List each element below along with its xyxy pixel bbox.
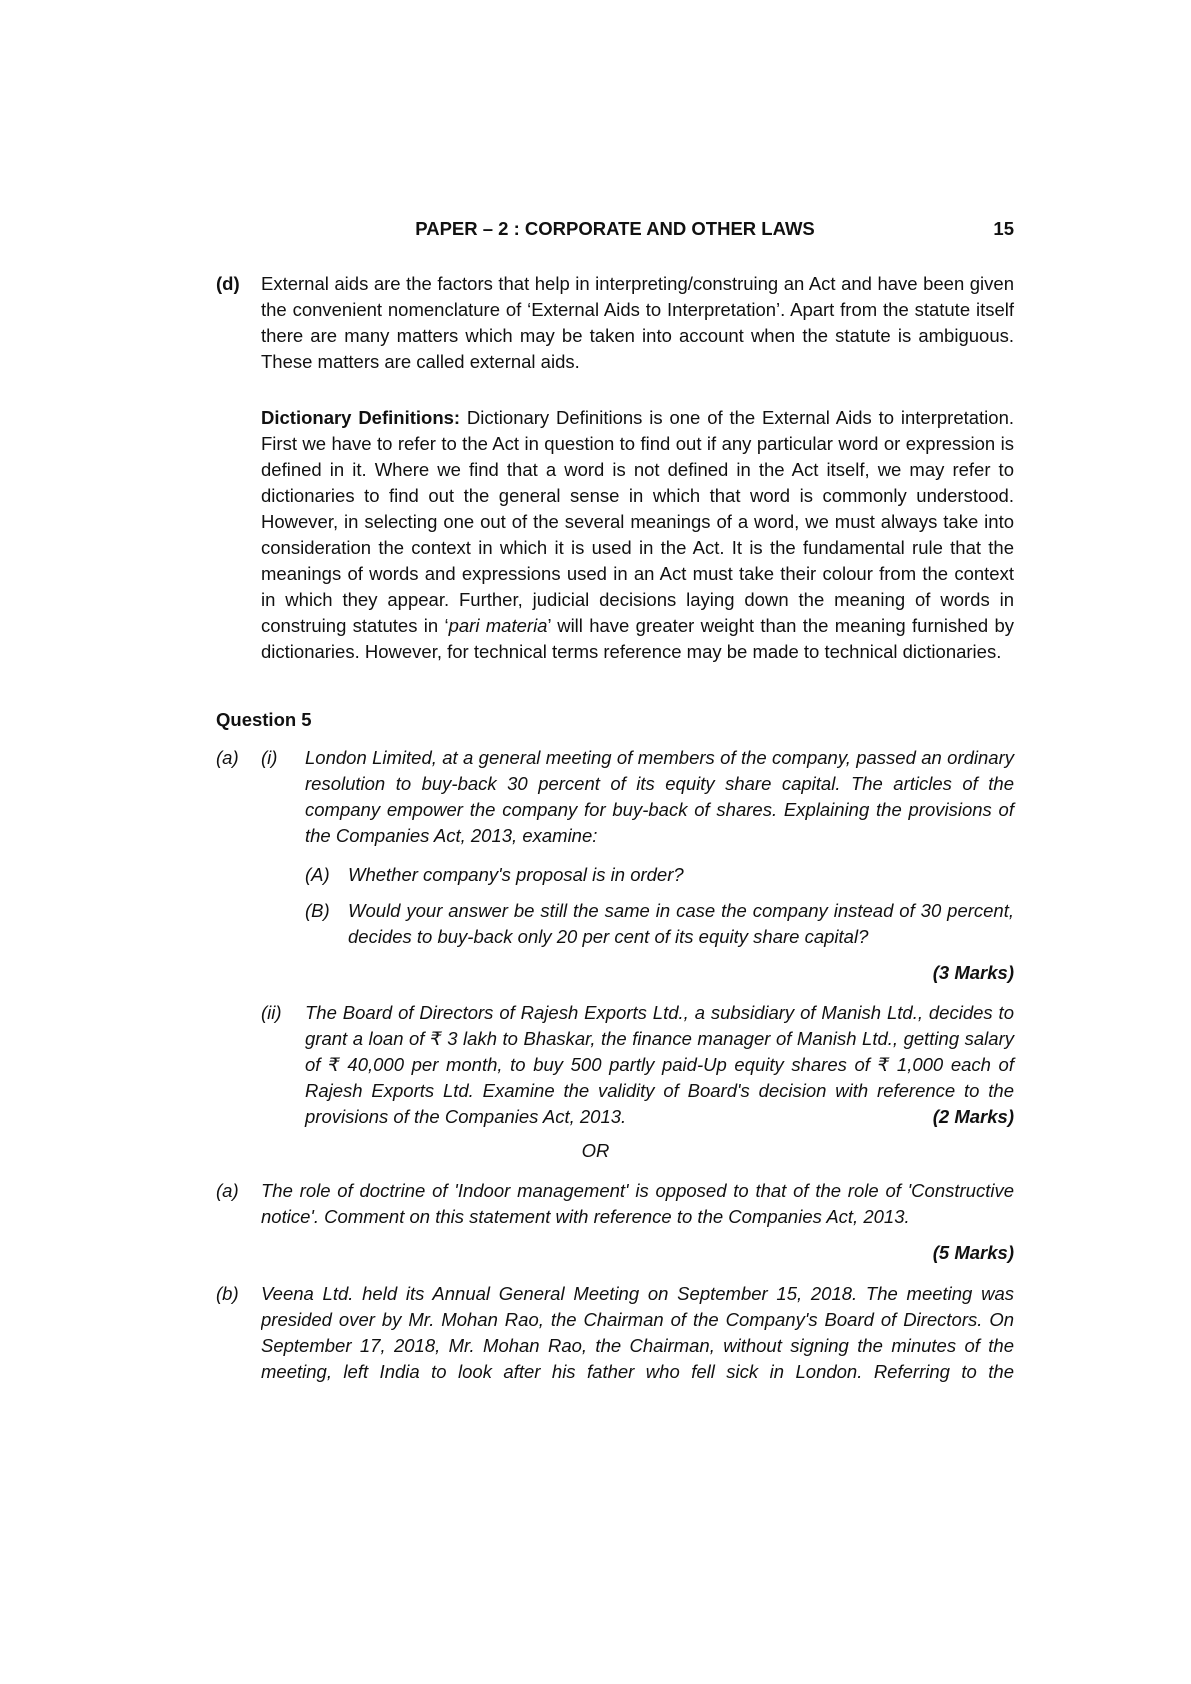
part-d-label: (d) — [216, 273, 240, 294]
question-heading: Question 5 — [216, 709, 312, 730]
option-b-label: (B) — [305, 900, 330, 921]
part-b-label: (b) — [216, 1283, 239, 1304]
part-d-paragraph-2 — [261, 405, 1014, 665]
or-separator: OR — [581, 1140, 610, 1161]
alt-part-a-label: (a) — [216, 1180, 239, 1201]
paper-title: PAPER – 2 : CORPORATE AND OTHER LAWS — [415, 218, 815, 239]
marks-label: (3 Marks) — [932, 962, 1014, 983]
paragraph-text: ’ will have greater weight than the meaning furnished by dictionaries. However, for technical terms reference may be made to technical dictionaries. — [261, 615, 1014, 662]
part-b-text: Veena Ltd. held its Annual General Meeting on September 15, 2018. The meeting was presided over by Mr. Mohan Rao, the Chairman of the Company's Board of Directors. On September 17, 2018, Mr. Mohan Rao, the Chairman, without signing the minutes of the meeting, left India to look after his father who fell sick in London. Referring to the — [261, 1283, 1014, 1382]
sub-i-label: (i) — [261, 747, 278, 768]
paragraph-text: Dictionary Definitions is one of the External Aids to interpretation. First we have to refer to the Act in question to find out if any particular word or expression is defined in it. Where we find that a word is not defined in the Act itself, we may refer to dictionaries to find out the general sense in which that word is commonly understood. However, in selecting one out of the several meanings of a word, we must always take into consideration the context in which it is used in the Act. It is the fundamental rule that the meanings of words and expressions used in an Act must take their colour from the context in which they appear. Further, judicial decisions laying down the meaning of words in construing statutes in ‘ — [261, 407, 1015, 636]
sub-i-text: London Limited, at a general meeting of members of the company, passed an ordinary resolution to buy-back 30 percent of its equity share capital. The articles of the company empower the company for buy-back of shares. Explaining the provisions of the Companies Act, 2013, examine: — [305, 747, 1014, 846]
marks-label: (2 Marks) — [932, 1106, 1014, 1127]
marks-label: (5 Marks) — [932, 1242, 1014, 1263]
page-number: 15 — [993, 218, 1014, 239]
option-a-text: Whether company's proposal is in order? — [348, 864, 684, 885]
sub-ii-label: (ii) — [261, 1002, 282, 1023]
part-d-paragraph-1: External aids are the factors that help in interpreting/construing an Act and have been given the convenient nomenclature of ‘External Aids to Interpretation’. Apart from the statute itself there are many matters which may be taken into account when the statute is ambiguous. These matters are called external aids. — [261, 273, 1014, 372]
option-a-label: (A) — [305, 864, 330, 885]
part-a-label: (a) — [216, 747, 239, 768]
option-b-text: Would your answer be still the same in case the company instead of 30 percent, decides to buy-back only 20 per cent of its equity share capital? — [348, 900, 1014, 947]
latin-term: pari materia — [448, 615, 548, 636]
dictionary-definitions-heading: Dictionary Definitions: — [261, 407, 461, 428]
alt-part-a-text: The role of doctrine of 'Indoor management' is opposed to that of the role of 'Constructive notice'. Comment on this statement with reference to the Companies Act, 2013. — [261, 1180, 1014, 1227]
page-header — [216, 218, 1014, 244]
sub-ii-text: The Board of Directors of Rajesh Exports Ltd., a subsidiary of Manish Ltd., decides to grant a loan of ₹ 3 lakh to Bhaskar, the finance manager of Manish Ltd., getting salary of ₹ 40,000 per month, to buy 500 partly paid-Up equity shares of ₹ 1,000 each of Rajesh Exports Ltd. Examine the validity of Board's decision with reference to the provisions of the Companies Act, 2013. — [305, 1002, 1014, 1127]
